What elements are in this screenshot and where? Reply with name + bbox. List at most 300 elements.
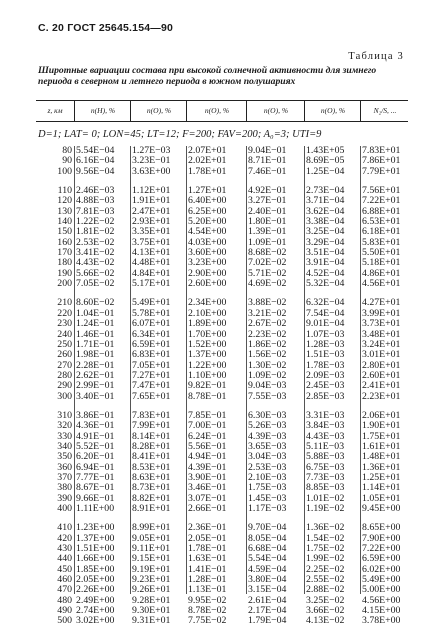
altitude-cell: 120 (57, 195, 72, 207)
value-cell: 1.27E+01 (188, 185, 227, 197)
value-cell: 6.40E+00 (188, 195, 227, 207)
value-cell: 1.81E−02 (76, 226, 115, 238)
value-cell: 1.71E−01 (76, 338, 115, 350)
value-cell: 2.25E−02 (306, 563, 345, 575)
altitude-cell: 450 (57, 563, 72, 575)
value-cell: 2.06E+01 (362, 409, 401, 421)
column-header: z, км (47, 106, 63, 115)
value-cell: 3.27E−01 (248, 195, 287, 207)
value-cell: 2.62E−01 (76, 369, 115, 381)
altitude-cell: 240 (57, 328, 72, 340)
value-cell: 1.22E−02 (76, 216, 115, 228)
value-cell: 3.65E−03 (248, 440, 287, 452)
value-cell: 3.90E−01 (188, 471, 227, 483)
value-cell: 2.55E−02 (306, 574, 345, 586)
value-cell: 9.04E−03 (248, 380, 287, 392)
altitude-cell: 320 (57, 420, 72, 432)
value-cell: 3.88E−02 (248, 297, 287, 309)
value-cell: 3.01E+01 (362, 349, 401, 361)
table-row (36, 616, 408, 626)
altitude-cell: 480 (57, 594, 72, 606)
value-cell: 3.15E−04 (248, 584, 287, 596)
value-cell: 4.69E−02 (248, 278, 287, 290)
value-cell: 3.60E+00 (188, 247, 227, 259)
value-cell: 2.07E+01 (188, 145, 227, 156)
value-cell: 1.10E+00 (188, 369, 227, 381)
value-cell: 1.54E−02 (306, 532, 345, 544)
value-cell: 3.04E−03 (248, 451, 287, 463)
value-cell: 8.69E−05 (306, 155, 345, 167)
value-cell: 3.66E−02 (306, 605, 345, 617)
value-cell: 3.71E−04 (306, 195, 345, 207)
value-cell: 2.67E−02 (248, 318, 287, 330)
value-cell: 4.43E−03 (306, 430, 345, 442)
value-cell: 1.09E−01 (248, 236, 287, 248)
value-cell: 1.07E−03 (306, 328, 345, 340)
value-cell: 1.99E−02 (306, 553, 345, 565)
value-cell: 5.00E+00 (362, 584, 401, 596)
value-cell: 8.82E+01 (132, 492, 171, 504)
value-cell: 2.60E+00 (188, 278, 227, 290)
value-cell: 9.23E+01 (132, 574, 171, 586)
value-cell: 1.63E−01 (188, 553, 227, 565)
value-cell: 4.54E+00 (188, 226, 227, 238)
value-cell: 9.05E+01 (132, 532, 171, 544)
data-table (36, 146, 408, 627)
value-cell: 1.98E−01 (76, 349, 115, 361)
altitude-cell: 280 (57, 369, 72, 381)
value-cell: 6.88E+01 (362, 205, 401, 217)
value-cell: 1.78E+01 (188, 165, 227, 177)
column-header: n(H), % (74, 101, 131, 121)
value-cell: 3.40E−01 (76, 390, 115, 402)
value-cell: 1.17E−03 (248, 503, 287, 514)
table-row (36, 319, 408, 329)
value-cell: 7.22E+00 (362, 543, 401, 555)
table-caption: Широтные вариации состава при высокой солнечной активности для зимнего периода в северном и летнего периода в южном полушариях (38, 65, 377, 87)
value-cell: 4.86E+01 (362, 267, 401, 279)
value-cell: 5.88E−03 (306, 451, 345, 463)
value-cell: 5.52E−01 (76, 440, 115, 452)
value-cell: 3.51E−04 (306, 247, 345, 259)
altitude-cell: 210 (57, 297, 72, 309)
value-cell: 8.53E+01 (132, 461, 171, 473)
value-cell: 3.25E−02 (306, 594, 345, 606)
value-cell: 8.71E−01 (248, 155, 287, 167)
value-cell: 8.14E+01 (132, 430, 171, 442)
value-cell: 5.71E−02 (248, 267, 287, 279)
altitude-cell: 270 (57, 359, 72, 371)
value-cell: 6.20E−01 (76, 451, 115, 463)
value-cell: 1.22E+00 (188, 359, 227, 371)
value-cell: 8.65E+00 (362, 522, 401, 534)
value-cell: 7.05E+01 (132, 359, 171, 371)
value-cell: 9.11E+01 (132, 543, 171, 555)
altitude-cell: 170 (57, 247, 72, 259)
value-cell: 1.48E+01 (362, 451, 401, 463)
value-cell: 3.86E−01 (76, 409, 115, 421)
value-cell: 3.63E+00 (132, 165, 171, 177)
value-cell: 5.54E−04 (248, 553, 287, 565)
value-cell: 2.41E+01 (362, 380, 401, 392)
value-cell: 1.75E−02 (306, 543, 345, 555)
value-cell: 4.88E−03 (76, 195, 115, 207)
value-cell: 7.54E−04 (306, 307, 345, 319)
value-cell: 8.67E−01 (76, 482, 115, 494)
value-cell: 5.11E−03 (306, 440, 345, 452)
value-cell: 1.79E−04 (248, 615, 287, 627)
value-cell: 2.05E+00 (76, 574, 115, 586)
value-cell: 1.30E−02 (248, 359, 287, 371)
value-cell: 4.13E−02 (306, 615, 345, 627)
value-cell: 7.56E+01 (362, 185, 401, 197)
value-cell: 7.27E+01 (132, 369, 171, 381)
altitude-cell: 230 (57, 318, 72, 330)
value-cell: 6.34E+01 (132, 328, 171, 340)
value-cell: 1.19E−02 (306, 503, 345, 514)
value-cell: 1.45E−03 (248, 492, 287, 504)
value-cell: 5.18E+01 (362, 257, 401, 269)
value-cell: 1.09E−02 (248, 369, 287, 381)
value-cell: 3.75E+01 (132, 236, 171, 248)
value-cell: 1.27E−03 (132, 145, 171, 156)
value-cell: 3.73E+01 (362, 318, 401, 330)
value-cell: 1.91E+01 (132, 195, 171, 207)
value-cell: 1.70E+00 (188, 328, 227, 340)
value-cell: 1.25E+01 (362, 471, 401, 483)
altitude-cell: 430 (57, 543, 72, 555)
value-cell: 2.17E−04 (248, 605, 287, 617)
value-cell: 5.20E+00 (188, 216, 227, 228)
altitude-cell: 360 (57, 461, 72, 473)
altitude-cell: 380 (57, 482, 72, 494)
value-cell: 1.11E+00 (76, 503, 115, 514)
value-cell: 8.05E−04 (248, 532, 287, 544)
value-cell: 3.99E+01 (362, 307, 401, 319)
altitude-cell: 160 (57, 236, 72, 248)
value-cell: 3.91E−04 (306, 257, 345, 269)
value-cell: 3.29E−04 (306, 236, 345, 248)
table-row (36, 392, 408, 402)
column-header: n(O), % (186, 101, 247, 121)
altitude-cell: 310 (57, 409, 72, 421)
value-cell: 1.01E−02 (306, 492, 345, 504)
value-cell: 1.05E+01 (362, 492, 401, 504)
value-cell: 6.94E−01 (76, 461, 115, 473)
value-cell: 3.41E−02 (76, 247, 115, 259)
value-cell: 6.75E−03 (306, 461, 345, 473)
value-cell: 1.41E−01 (188, 563, 227, 575)
table-row (36, 381, 408, 391)
value-cell: 6.24E−01 (188, 430, 227, 442)
value-cell: 1.13E−01 (188, 584, 227, 596)
value-cell: 9.28E+01 (132, 594, 171, 606)
value-cell: 1.37E+00 (188, 349, 227, 361)
page-header: С. 20 ГОСТ 25645.154—90 (38, 22, 174, 34)
altitude-cell: 290 (57, 380, 72, 392)
altitude-cell: 440 (57, 553, 72, 565)
altitude-cell: 300 (57, 390, 72, 402)
value-cell: 7.99E+01 (132, 420, 171, 432)
value-cell: 9.95E−02 (188, 594, 227, 606)
value-cell: 1.86E−02 (248, 338, 287, 350)
altitude-cell: 190 (57, 267, 72, 279)
value-cell: 3.24E+01 (362, 338, 401, 350)
value-cell: 3.23E−01 (132, 155, 171, 167)
altitude-cell: 470 (57, 584, 72, 596)
value-cell: 9.70E−04 (248, 522, 287, 534)
value-cell: 1.85E+00 (76, 563, 115, 575)
value-cell: 2.73E−04 (306, 185, 345, 197)
value-cell: 8.85E−03 (306, 482, 345, 494)
value-cell: 5.66E−02 (76, 267, 115, 279)
value-cell: 2.53E−03 (248, 461, 287, 473)
value-cell: 1.66E+00 (76, 553, 115, 565)
value-cell: 5.83E+01 (362, 236, 401, 248)
value-cell: 2.23E+01 (362, 390, 401, 402)
value-cell: 7.81E−03 (76, 205, 115, 217)
value-cell: 1.39E−01 (248, 226, 287, 238)
value-cell: 4.56E+01 (362, 278, 401, 290)
value-cell: 9.01E−04 (306, 318, 345, 330)
value-cell: 8.63E+01 (132, 471, 171, 483)
column-header: n(O), % (304, 101, 361, 121)
altitude-cell: 100 (57, 165, 72, 177)
value-cell: 8.68E−02 (248, 247, 287, 259)
value-cell: 4.15E+00 (362, 605, 401, 617)
table-row (36, 167, 408, 177)
value-cell: 3.48E+01 (362, 328, 401, 340)
value-cell: 7.85E−01 (188, 409, 227, 421)
value-cell: 4.52E−04 (306, 267, 345, 279)
value-cell: 3.84E−03 (306, 420, 345, 432)
value-cell: 1.78E−01 (188, 543, 227, 555)
table-number: Таблица 3 (348, 51, 404, 62)
value-cell: 6.25E+00 (188, 205, 227, 217)
value-cell: 1.28E−01 (188, 574, 227, 586)
value-cell: 2.05E−01 (188, 532, 227, 544)
value-cell: 7.55E−03 (248, 390, 287, 402)
value-cell: 7.46E−01 (248, 165, 287, 177)
value-cell: 4.13E+01 (132, 247, 171, 259)
model-conditions: D=1; LAT= 0; LON=45; LT=12; F=200; FAV=200; A₀=3; UTI=9 (38, 129, 322, 140)
value-cell: 9.31E+01 (132, 615, 171, 627)
value-cell: 3.25E−04 (306, 226, 345, 238)
value-cell: 9.56E−04 (76, 165, 115, 177)
table-row (36, 350, 408, 360)
value-cell: 1.51E+00 (76, 543, 115, 555)
altitude-cell: 80 (62, 145, 72, 156)
value-cell: 3.80E−04 (248, 574, 287, 586)
table-row (36, 504, 408, 514)
value-cell: 2.85E−03 (306, 390, 345, 402)
column-header: n(O), % (130, 101, 187, 121)
altitude-cell: 180 (57, 257, 72, 269)
value-cell: 2.99E−01 (76, 380, 115, 392)
value-cell: 9.19E+01 (132, 563, 171, 575)
value-cell: 6.68E−04 (248, 543, 287, 555)
value-cell: 8.41E+01 (132, 451, 171, 463)
value-cell: 2.60E+01 (362, 369, 401, 381)
value-cell: 1.75E+01 (362, 430, 401, 442)
altitude-cell: 410 (57, 522, 72, 534)
value-cell: 8.91E+01 (132, 503, 171, 514)
value-cell: 3.35E+01 (132, 226, 171, 238)
value-cell: 9.26E+01 (132, 584, 171, 596)
value-cell: 7.47E+01 (132, 380, 171, 392)
value-cell: 1.75E−03 (248, 482, 287, 494)
value-cell: 7.05E−02 (76, 278, 115, 290)
altitude-cell: 90 (62, 155, 72, 167)
value-cell: 5.54E−04 (76, 145, 115, 156)
value-cell: 6.59E+01 (132, 338, 171, 350)
value-cell: 5.17E+01 (132, 278, 171, 290)
value-cell: 5.50E+01 (362, 247, 401, 259)
value-cell: 9.66E−01 (76, 492, 115, 504)
value-cell: 4.94E−01 (188, 451, 227, 463)
value-cell: 1.24E−01 (76, 318, 115, 330)
value-cell: 8.28E+01 (132, 440, 171, 452)
altitude-cell: 460 (57, 574, 72, 586)
value-cell: 7.22E+01 (362, 195, 401, 207)
value-cell: 6.32E−04 (306, 297, 345, 309)
altitude-cell: 500 (57, 615, 72, 627)
value-cell: 3.46E−01 (188, 482, 227, 494)
value-cell: 3.21E−02 (248, 307, 287, 319)
value-cell: 4.36E−01 (76, 420, 115, 432)
value-cell: 1.56E−02 (248, 349, 287, 361)
value-cell: 2.26E+00 (76, 584, 115, 596)
value-cell: 1.23E+00 (76, 522, 115, 534)
value-cell: 4.39E−03 (248, 430, 287, 442)
value-cell: 9.82E−01 (188, 380, 227, 392)
value-cell: 4.56E+00 (362, 594, 401, 606)
value-cell: 3.23E+00 (188, 257, 227, 269)
altitude-cell: 110 (57, 185, 72, 197)
value-cell: 3.02E+00 (76, 615, 115, 627)
value-cell: 1.25E−04 (306, 165, 345, 177)
altitude-cell: 200 (57, 278, 72, 290)
value-cell: 4.03E+00 (188, 236, 227, 248)
altitude-cell: 140 (57, 216, 72, 228)
value-cell: 6.59E+00 (362, 553, 401, 565)
value-cell: 3.78E+00 (362, 615, 401, 627)
value-cell: 3.38E−04 (306, 216, 345, 228)
altitude-cell: 370 (57, 471, 72, 483)
altitude-cell: 150 (57, 226, 72, 238)
value-cell: 8.78E−02 (188, 605, 227, 617)
value-cell: 6.83E+01 (132, 349, 171, 361)
value-cell: 1.04E−01 (76, 307, 115, 319)
altitude-cell: 350 (57, 451, 72, 463)
value-cell: 2.80E+01 (362, 359, 401, 371)
value-cell: 8.73E+01 (132, 482, 171, 494)
table-row (36, 279, 408, 289)
value-cell: 1.78E−03 (306, 359, 345, 371)
value-cell: 5.78E+01 (132, 307, 171, 319)
value-cell: 1.46E−01 (76, 328, 115, 340)
value-cell: 3.07E−01 (188, 492, 227, 504)
value-cell: 1.14E+01 (362, 482, 401, 494)
value-cell: 5.49E+00 (362, 574, 401, 586)
altitude-cell: 220 (57, 307, 72, 319)
value-cell: 4.48E+01 (132, 257, 171, 269)
value-cell: 7.77E−01 (76, 471, 115, 483)
column-header: n(O), % (246, 101, 305, 121)
value-cell: 2.36E−01 (188, 522, 227, 534)
value-cell: 6.53E+01 (362, 216, 401, 228)
value-cell: 2.40E−01 (248, 205, 287, 217)
value-cell: 7.79E+01 (362, 165, 401, 177)
value-cell: 5.26E−03 (248, 420, 287, 432)
value-cell: 2.46E−03 (76, 185, 115, 197)
value-cell: 8.99E+01 (132, 522, 171, 534)
value-cell: 5.56E−01 (188, 440, 227, 452)
value-cell: 6.02E+00 (362, 563, 401, 575)
value-cell: 2.28E−01 (76, 359, 115, 371)
value-cell: 7.65E+01 (132, 390, 171, 402)
value-cell: 1.36E−02 (306, 522, 345, 534)
value-cell: 2.90E+00 (188, 267, 227, 279)
altitude-cell: 340 (57, 440, 72, 452)
value-cell: 2.10E−03 (248, 471, 287, 483)
value-cell: 1.90E+01 (362, 420, 401, 432)
value-cell: 7.75E−02 (188, 615, 227, 627)
value-cell: 4.43E−02 (76, 257, 115, 269)
value-cell: 2.93E+01 (132, 216, 171, 228)
value-cell: 2.34E+00 (188, 297, 227, 309)
value-cell: 2.66E−01 (188, 503, 227, 514)
value-cell: 9.04E−01 (248, 145, 287, 156)
value-cell: 7.73E−03 (306, 471, 345, 483)
column-header: N₂/S, ... (360, 101, 409, 121)
altitude-cell: 330 (57, 430, 72, 442)
value-cell: 2.53E−02 (76, 236, 115, 248)
altitude-cell: 400 (57, 503, 72, 514)
value-cell: 1.61E+01 (362, 440, 401, 452)
value-cell: 1.89E+00 (188, 318, 227, 330)
value-cell: 2.45E−03 (306, 380, 345, 392)
value-cell: 4.84E+01 (132, 267, 171, 279)
value-cell: 9.30E+01 (132, 605, 171, 617)
value-cell: 1.36E+01 (362, 461, 401, 473)
value-cell: 2.61E−04 (248, 594, 287, 606)
value-cell: 3.62E−04 (306, 205, 345, 217)
value-cell: 7.86E+01 (362, 155, 401, 167)
value-cell: 2.88E−02 (306, 584, 345, 596)
value-cell: 1.12E+01 (132, 185, 171, 197)
value-cell: 5.49E+01 (132, 297, 171, 309)
value-cell: 8.60E−02 (76, 297, 115, 309)
value-cell: 2.49E+00 (76, 594, 115, 606)
value-cell: 6.18E+01 (362, 226, 401, 238)
value-cell: 7.83E+01 (362, 145, 401, 156)
value-cell: 7.02E−02 (248, 257, 287, 269)
value-cell: 1.28E−03 (306, 338, 345, 350)
value-cell: 6.16E−04 (76, 155, 115, 167)
value-cell: 7.90E+00 (362, 532, 401, 544)
value-cell: 7.00E−01 (188, 420, 227, 432)
value-cell: 5.32E−04 (306, 278, 345, 290)
altitude-cell: 490 (57, 605, 72, 617)
value-cell: 6.30E−03 (248, 409, 287, 421)
value-cell: 2.09E−03 (306, 369, 345, 381)
value-cell: 2.10E+00 (188, 307, 227, 319)
value-cell: 1.52E+00 (188, 338, 227, 350)
value-cell: 4.27E+01 (362, 297, 401, 309)
value-cell: 2.02E+01 (188, 155, 227, 167)
value-cell: 1.43E+05 (306, 145, 345, 156)
